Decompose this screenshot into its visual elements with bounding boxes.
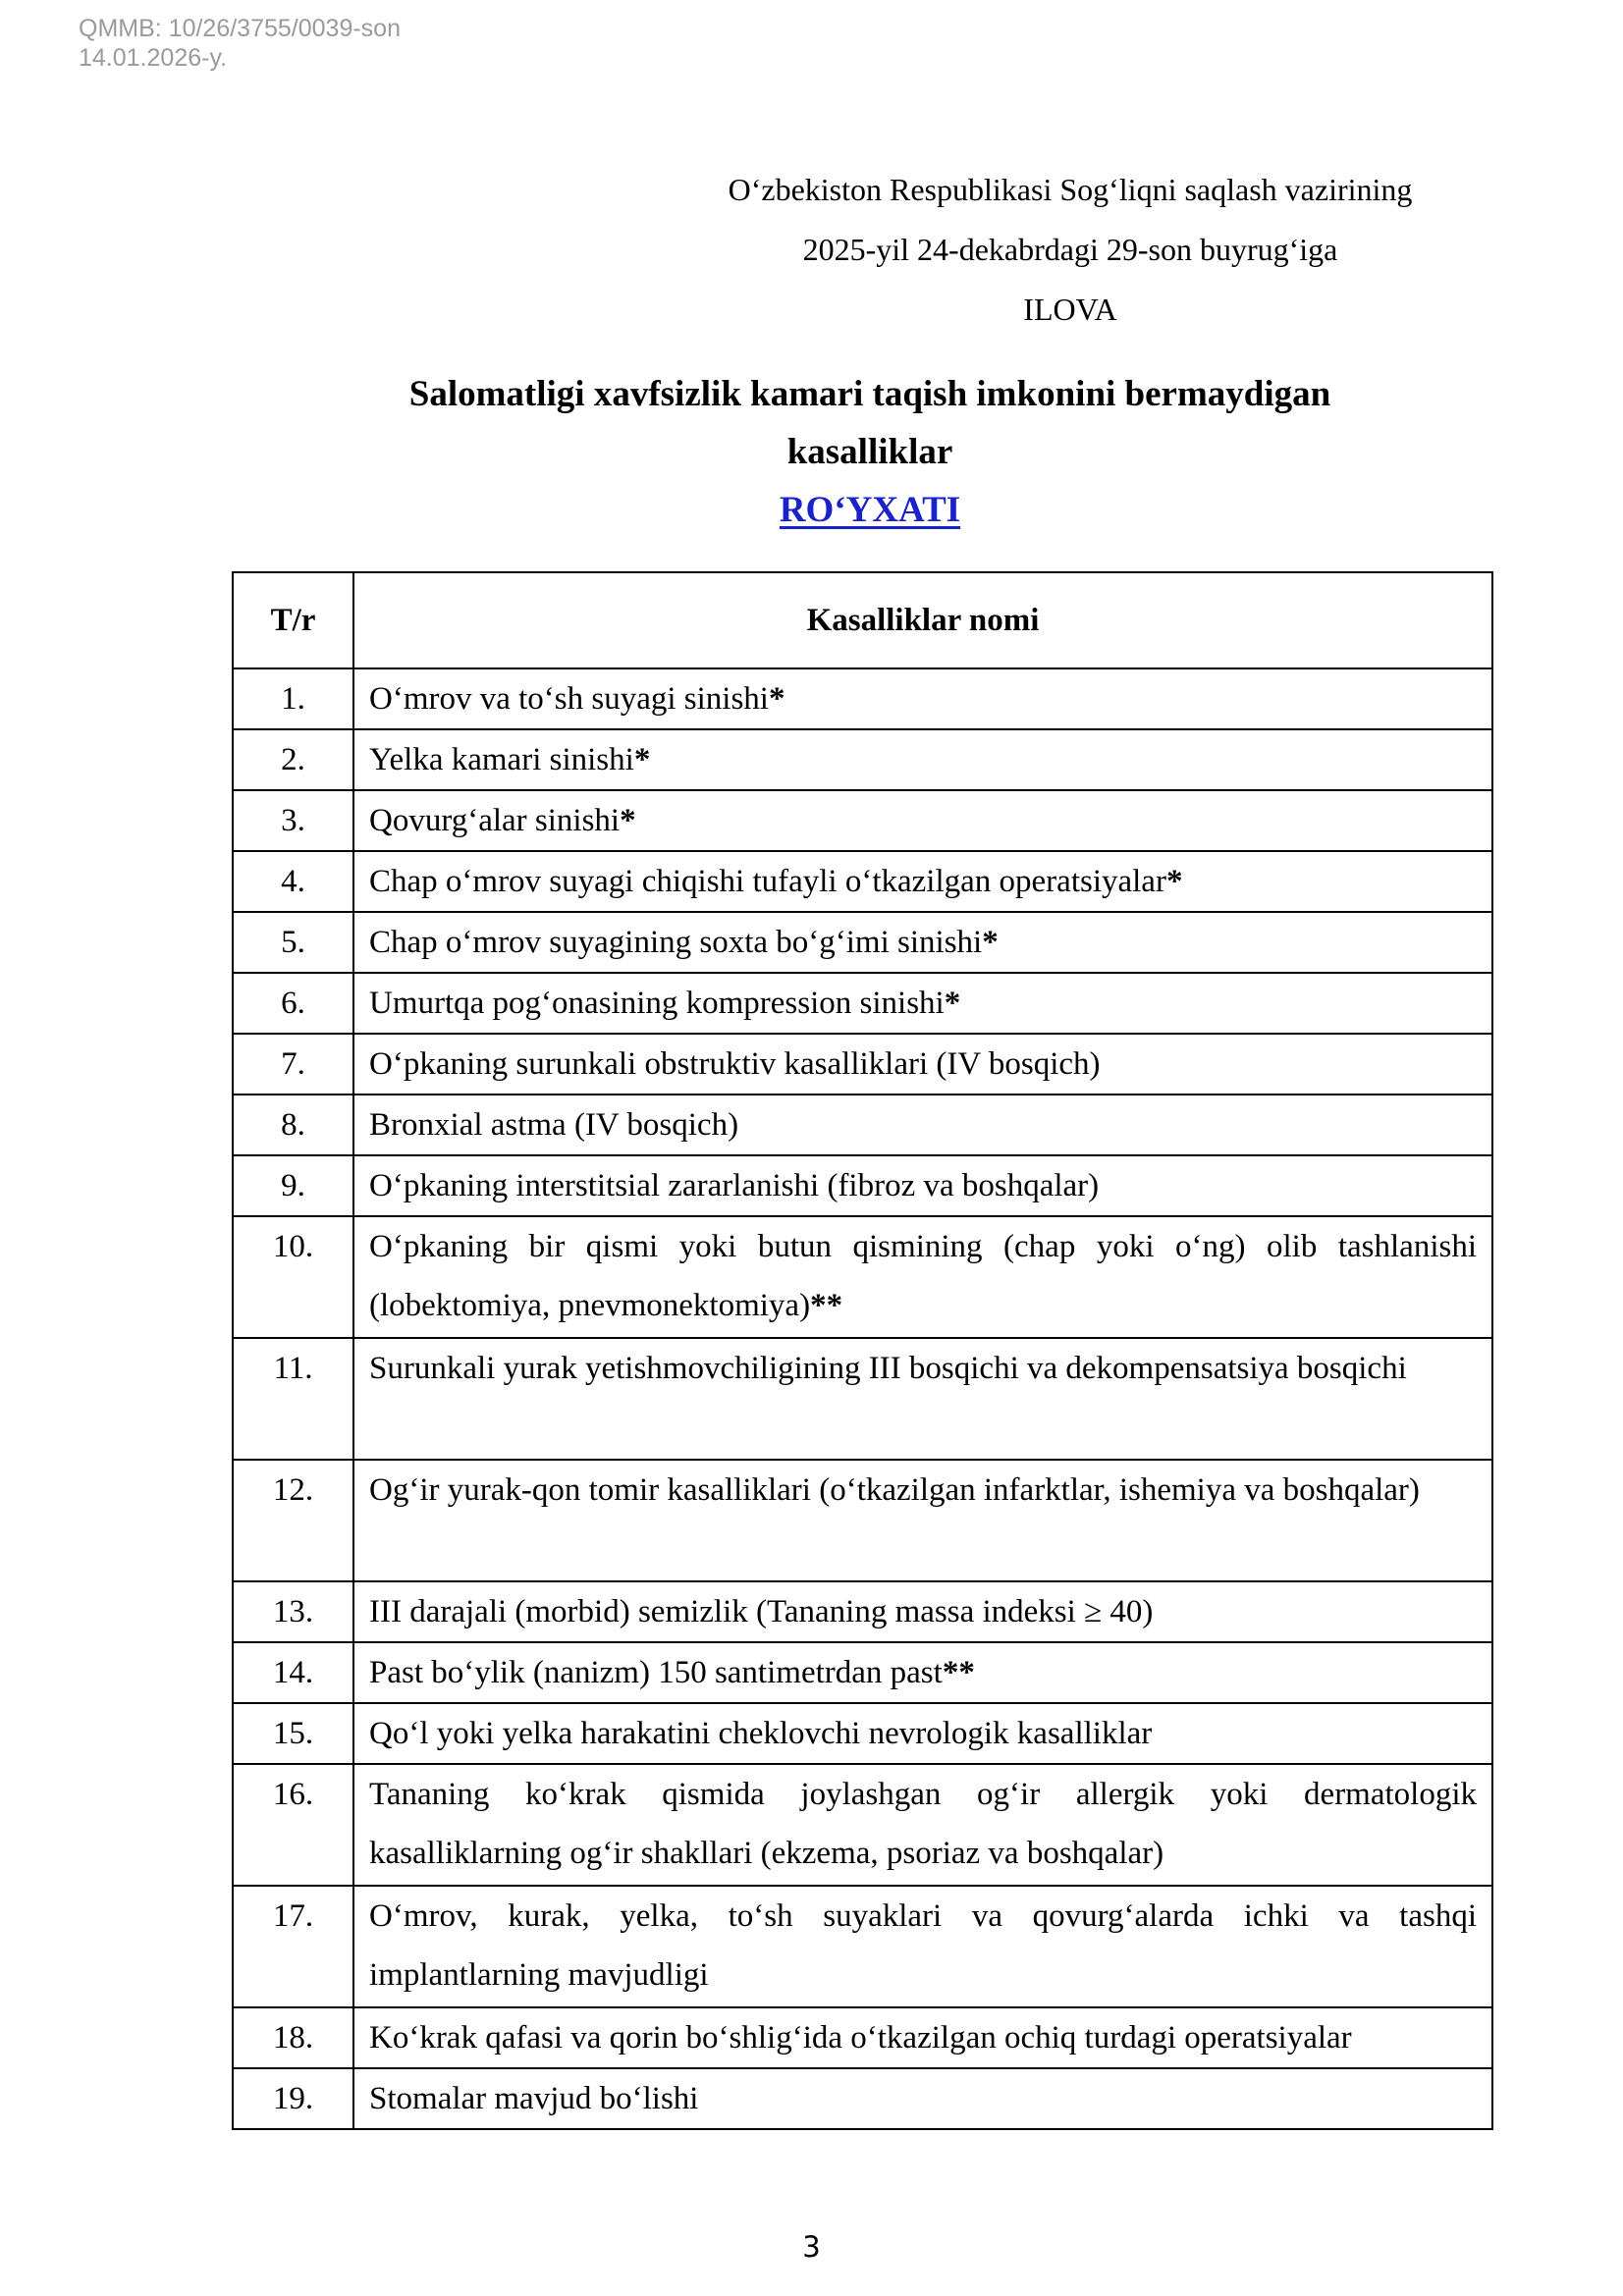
table-row — [233, 729, 1492, 790]
row-number: 9. — [233, 1155, 353, 1216]
table-row — [233, 1703, 1492, 1764]
row-number: 17. — [233, 1886, 353, 2007]
disease-name-text: Umurtqa pogʻonasining kompression sinishi — [369, 986, 945, 1021]
row-number: 16. — [233, 1764, 353, 1886]
footnote-mark: * — [944, 986, 961, 1021]
disease-name-text: Surunkali yurak yetishmovchiligining III bosqichi va dekompensatsiya bosqichi — [369, 1351, 1407, 1386]
approval-line-order: 2025-yil 24-dekabrdagi 29-son buyrugʻiga — [802, 232, 1338, 267]
title-list-link[interactable]: ROʻYXATI — [779, 490, 961, 530]
row-disease-name — [353, 1338, 1492, 1460]
table-row — [233, 1155, 1492, 1216]
table-row — [233, 1338, 1492, 1460]
approval-block — [668, 160, 1473, 340]
table-row — [233, 1581, 1492, 1642]
disease-name-text: Stomalar mavjud boʻlishi — [369, 2081, 699, 2116]
table-row — [233, 1642, 1492, 1703]
disease-name-text: Oʻmrov va toʻsh suyagi sinishi — [369, 681, 769, 717]
row-number: 18. — [233, 2007, 353, 2068]
table-row — [233, 851, 1492, 912]
row-disease-name — [353, 912, 1492, 973]
row-number: 3. — [233, 790, 353, 851]
disease-name-text: Oʻpkaning interstitsial zararlanishi (fibroz va boshqalar) — [369, 1168, 1100, 1203]
row-disease-name — [353, 729, 1492, 790]
table-row — [233, 1095, 1492, 1155]
row-number: 14. — [233, 1642, 353, 1703]
disease-name-text: Oʻpkaning surunkali obstruktiv kasalliklari (IV bosqich) — [369, 1046, 1101, 1082]
footnote-mark: * — [768, 681, 785, 717]
row-disease-name — [353, 1703, 1492, 1764]
row-number: 1. — [233, 668, 353, 729]
diseases-table — [232, 571, 1493, 2130]
footnote-mark: * — [1165, 864, 1183, 899]
header-name: Kasalliklar nomi — [353, 572, 1492, 668]
disease-name-text: Qovurgʻalar sinishi — [369, 803, 621, 838]
table-row — [233, 668, 1492, 729]
table-header-row — [233, 572, 1492, 668]
row-number: 19. — [233, 2068, 353, 2129]
table-row — [233, 1216, 1492, 1338]
title-line-1: Salomatligi xavfsizlik kamari taqish imkonini bermaydigan — [408, 374, 1331, 414]
disease-name-text: Ogʻir yurak-qon tomir kasalliklari (oʻtkazilgan infarktlar, ishemiya va boshqalar) — [369, 1472, 1420, 1508]
table-row — [233, 912, 1492, 973]
header-number: T/r — [233, 572, 353, 668]
row-number: 11. — [233, 1338, 353, 1460]
row-disease-name — [353, 851, 1492, 912]
document-title — [232, 365, 1508, 539]
row-disease-name — [353, 1095, 1492, 1155]
row-disease-name — [353, 1155, 1492, 1216]
table-row — [233, 2007, 1492, 2068]
approval-line-annex: ILOVA — [1023, 292, 1117, 327]
disease-name-text: Koʻkrak qafasi va qorin boʻshligʻida oʻtkazilgan ochiq turdagi operatsiyalar — [369, 2020, 1352, 2056]
footnote-mark: * — [620, 803, 636, 838]
table-row — [233, 1034, 1492, 1095]
row-disease-name — [353, 2068, 1492, 2129]
table-row — [233, 1886, 1492, 2007]
row-number: 5. — [233, 912, 353, 973]
row-number: 7. — [233, 1034, 353, 1095]
row-disease-name — [353, 1581, 1492, 1642]
row-number: 10. — [233, 1216, 353, 1338]
row-disease-name — [353, 973, 1492, 1034]
footnote-mark: * — [982, 925, 999, 960]
disease-name-text: Past boʻylik (nanizm) 150 santimetrdan past — [369, 1655, 943, 1690]
approval-line-ministry: Oʻzbekiston Respublikasi Sogʻliqni saqlash vazirining — [728, 172, 1413, 207]
row-number: 13. — [233, 1581, 353, 1642]
row-disease-name — [353, 1216, 1492, 1338]
row-disease-name — [353, 1886, 1492, 2007]
footnote-mark: ** — [810, 1288, 843, 1323]
row-disease-name — [353, 1764, 1492, 1886]
disease-name-text: III darajali (morbid) semizlik (Tananing massa indeksi ≥ 40) — [369, 1594, 1154, 1629]
row-disease-name — [353, 1642, 1492, 1703]
title-line-2: kasalliklar — [786, 432, 953, 472]
registration-stamp — [79, 14, 401, 73]
row-disease-name — [353, 668, 1492, 729]
row-disease-name — [353, 2007, 1492, 2068]
table-row — [233, 973, 1492, 1034]
disease-name-text: Chap oʻmrov suyagining soxta boʻgʻimi sinishi — [369, 925, 983, 960]
footnote-mark: * — [633, 742, 651, 777]
footnote-mark: ** — [942, 1655, 975, 1690]
row-number: 12. — [233, 1460, 353, 1581]
registration-date: 14.01.2026-y. — [79, 44, 228, 72]
row-number: 4. — [233, 851, 353, 912]
row-number: 8. — [233, 1095, 353, 1155]
row-number: 15. — [233, 1703, 353, 1764]
disease-name-text: Bronxial astma (IV bosqich) — [369, 1107, 739, 1143]
table-row — [233, 1764, 1492, 1886]
disease-name-text: Chap oʻmrov suyagi chiqishi tufayli oʻtkazilgan operatsiyalar — [369, 864, 1166, 899]
disease-name-text: Qoʻl yoki yelka harakatini cheklovchi nevrologik kasalliklar — [369, 1716, 1153, 1751]
row-number: 2. — [233, 729, 353, 790]
disease-name-text: Tananing koʻkrak qismida joylashgan ogʻir allergik yoki dermatologik kasalliklarning ogʻir shakllari (ekzema, psoriaz va boshqalar) — [369, 1777, 1477, 1871]
disease-name-text: Oʻmrov, kurak, yelka, toʻsh suyaklari va qovurgʻalarda ichki va tashqi implantlarning mavjudligi — [369, 1898, 1477, 1993]
table-row — [233, 2068, 1492, 2129]
disease-name-text: Oʻpkaning bir qismi yoki butun qismining (chap yoki oʻng) olib tashlanishi (lobektomiya, pnevmonektomiya) — [369, 1229, 1477, 1323]
row-number: 6. — [233, 973, 353, 1034]
row-disease-name — [353, 1034, 1492, 1095]
page-number: 3 — [802, 2230, 821, 2264]
disease-name-text: Yelka kamari sinishi — [369, 742, 634, 777]
table-row — [233, 790, 1492, 851]
row-disease-name — [353, 1460, 1492, 1581]
table-body — [233, 668, 1492, 2129]
registration-number: QMMB: 10/26/3755/0039-son — [79, 15, 401, 42]
row-disease-name — [353, 790, 1492, 851]
table-row — [233, 1460, 1492, 1581]
